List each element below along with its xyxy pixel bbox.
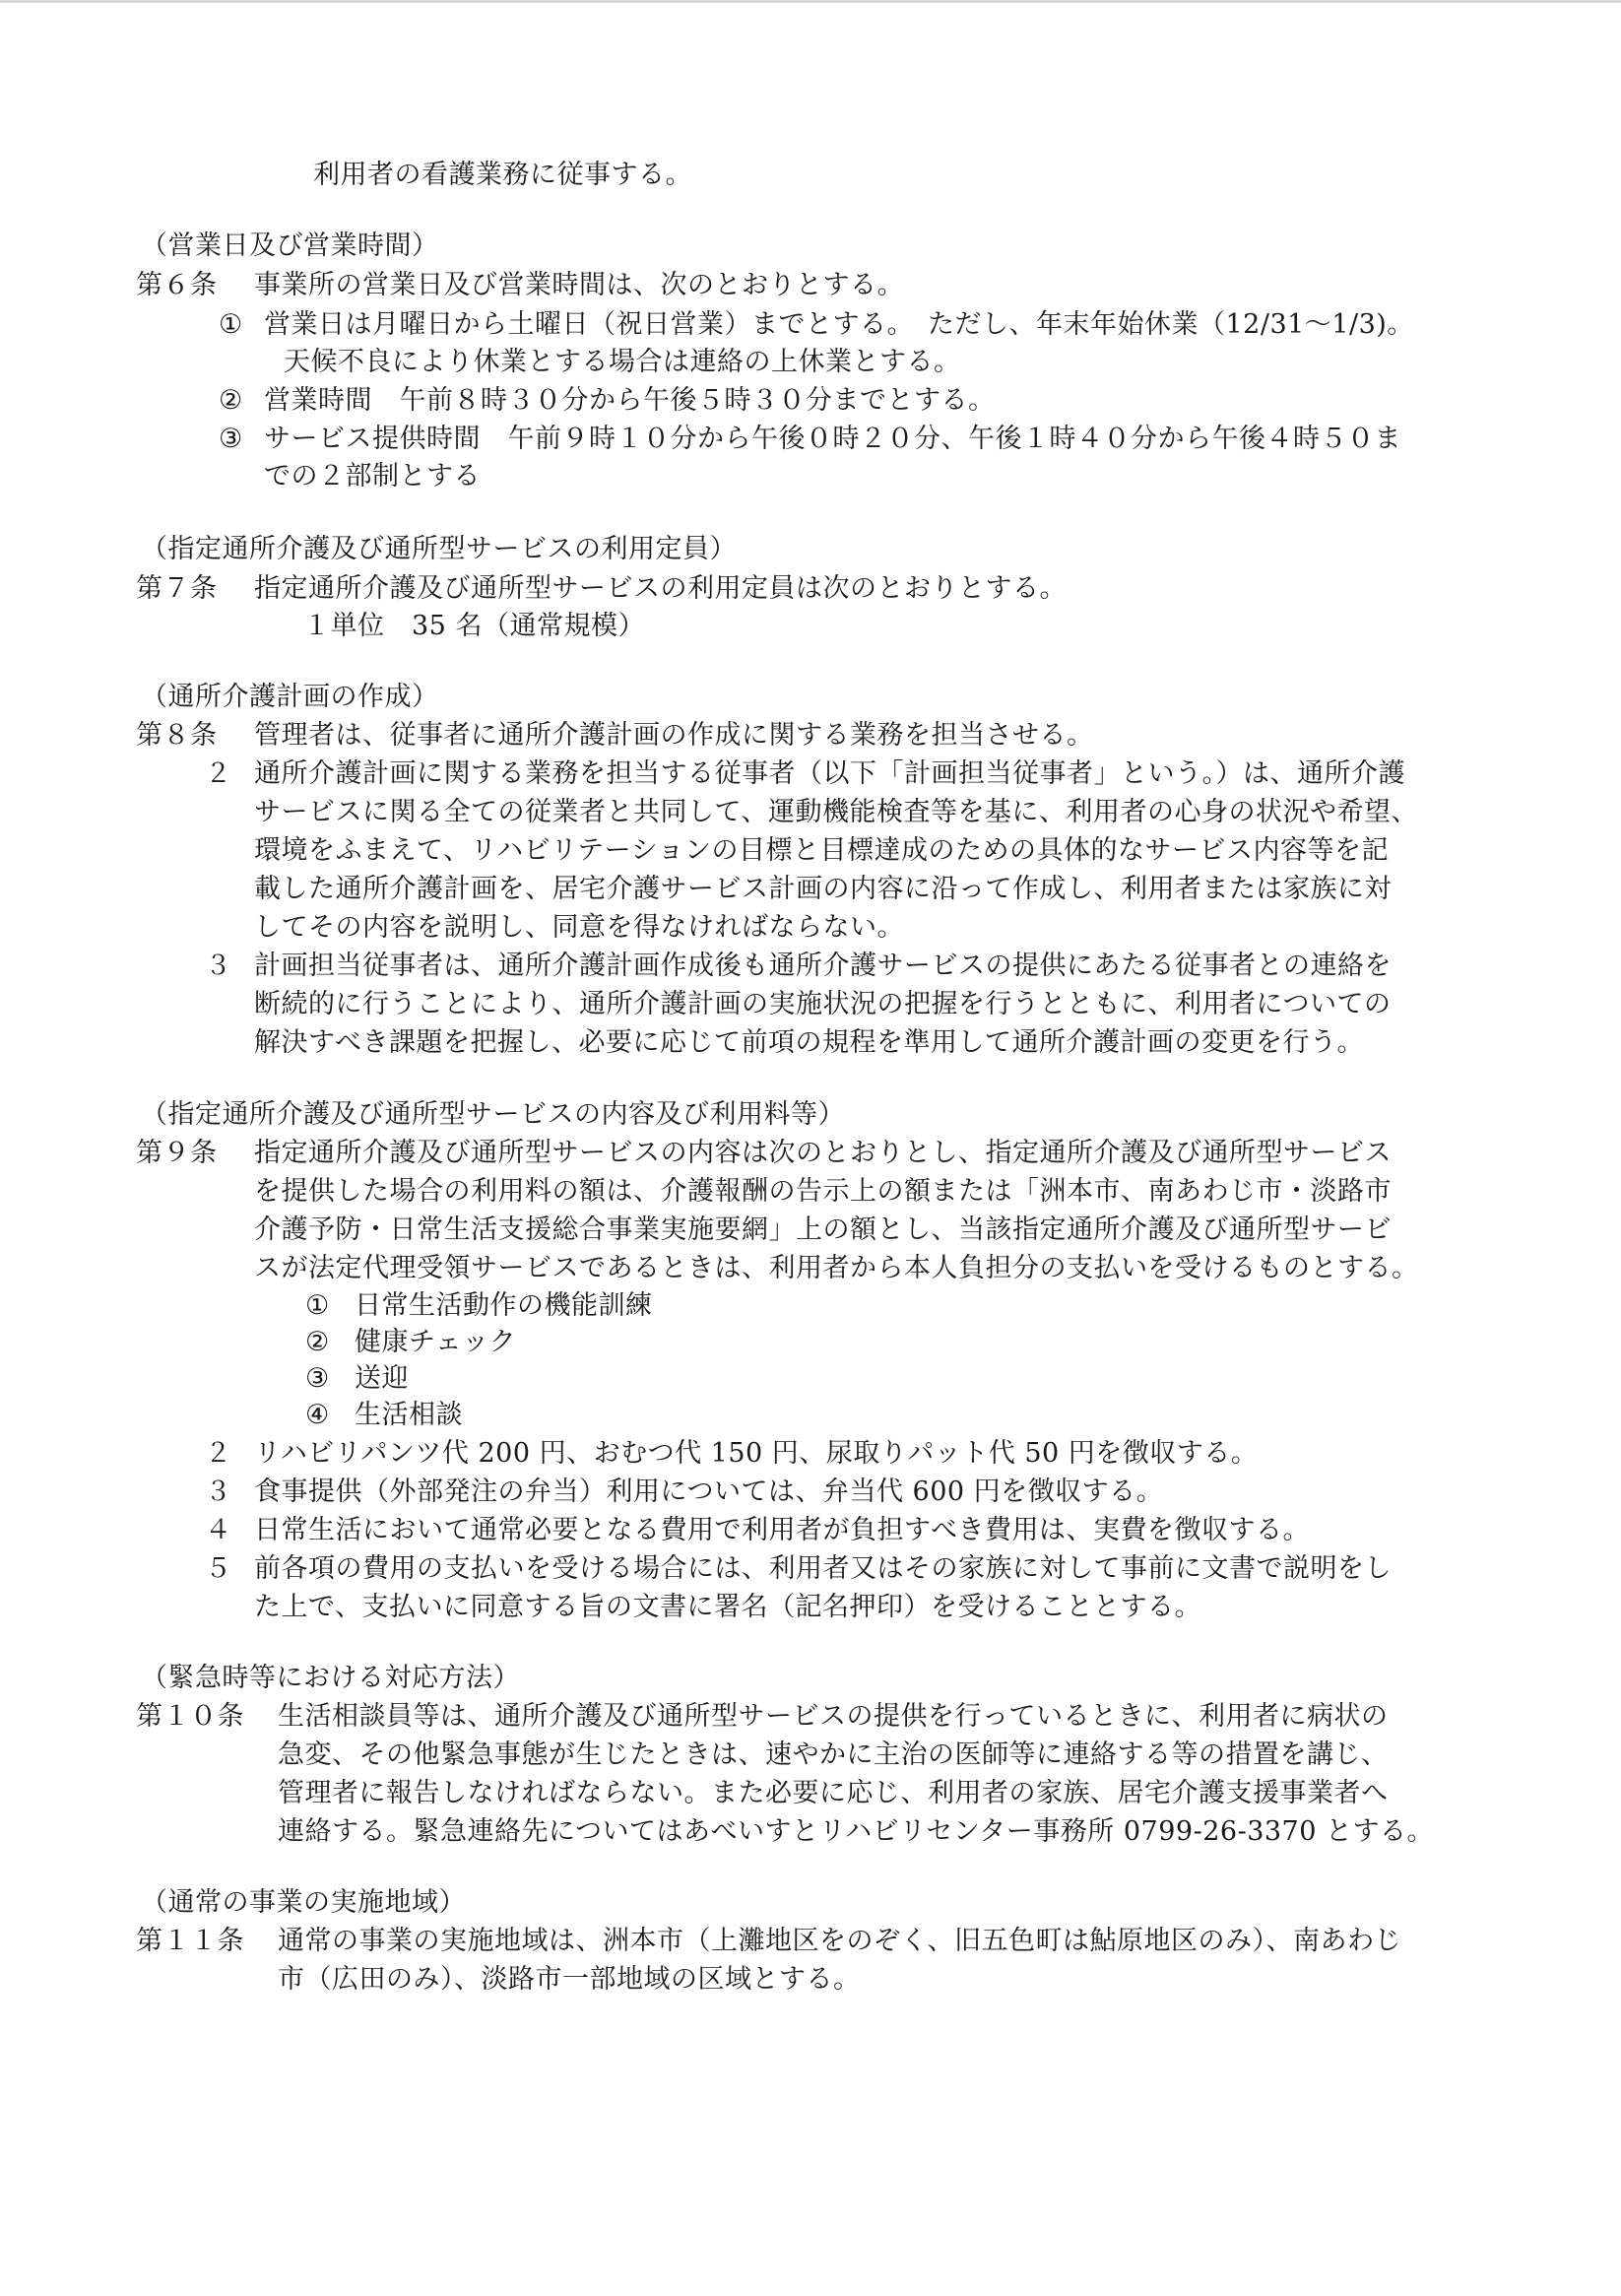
art9-item1-mark: ①: [305, 1290, 330, 1321]
art9-item3-text: 送迎: [355, 1363, 409, 1394]
art8-para2-line4: 載した通所介護計画を、居宅介護サービス計画の内容に沿って作成し、利用者または家族に対: [254, 874, 1392, 904]
art9-line1: 指定通所介護及び通所型サービスの内容は次のとおりとし、指定通所介護及び通所型サービス: [254, 1138, 1392, 1168]
art6-item2-line1: 営業時間 午前８時３０分から午後５時３０分までとする。: [264, 385, 996, 416]
art11-number: 第１１条: [136, 1926, 244, 1956]
art10-line1: 生活相談員等は、通所介護及び通所型サービスの提供を行っているときに、利用者に病状の: [278, 1701, 1389, 1732]
art9-para3-line1: 食事提供（外部発注の弁当）利用については、弁当代 600 円を徴収する。: [254, 1476, 1164, 1507]
art8-number: 第８条: [136, 720, 218, 751]
art9-line4: スが法定代理受領サービスであるときは、利用者から本人負担分の支払いを受けるものとする。: [254, 1253, 1419, 1283]
art10-line2: 急変、その他緊急事態が生じたときは、速やかに主治の医師等に連絡する等の措置を講じ、: [278, 1739, 1389, 1770]
art6-item2-mark: ②: [219, 385, 243, 416]
intro-line: 利用者の看護業務に従事する。: [313, 160, 692, 190]
art9-para3-number: ３: [205, 1476, 232, 1507]
art6-item3-line2: での２部制とする: [264, 461, 481, 492]
scan-edge: [0, 0, 1621, 3]
art8-para3-line1: 計画担当従事者は、通所介護計画作成後も通所介護サービスの提供にあたる従事者との連絡を: [254, 951, 1392, 981]
art8-text: 管理者は、従事者に通所介護計画の作成に関する業務を担当させる。: [254, 720, 1094, 751]
art9-para2-line1: リハビリパンツ代 200 円、おむつ代 150 円、尿取りパット代 50 円を徴収する。: [254, 1438, 1259, 1469]
art6-item3-mark: ③: [219, 424, 243, 454]
art9-para4-number: ４: [205, 1515, 232, 1545]
art6-item1-mark: ①: [219, 309, 243, 340]
art9-item4-mark: ④: [305, 1400, 330, 1430]
art8-para2-number: ２: [205, 758, 232, 789]
art8-para3-line2: 断続的に行うことにより、通所介護計画の実施状況の把握を行うとともに、利用者についての: [254, 989, 1392, 1019]
art10-number: 第１０条: [136, 1701, 244, 1732]
art9-item2-mark: ②: [305, 1327, 330, 1357]
art9-item4-text: 生活相談: [355, 1400, 463, 1430]
art11-line2: 市（広田のみ）、淡路市一部地域の区域とする。: [278, 1964, 861, 1995]
art9-item2-text: 健康チェック: [355, 1327, 517, 1357]
art7-sub: １単位 35 名（通常規模）: [303, 611, 645, 641]
art8-para3-line3: 解決すべき課題を把握し、必要に応じて前項の規程を準用して通所介護計画の変更を行う。: [254, 1027, 1364, 1058]
art9-para5-line2: た上で、支払いに同意する旨の文書に署名（記名押印）を受けることとする。: [254, 1592, 1201, 1622]
art8-heading: （通所介護計画の作成）: [141, 682, 439, 712]
art7-heading: （指定通所介護及び通所型サービスの利用定員）: [141, 534, 737, 564]
art9-line2: を提供した場合の利用料の額は、介護報酬の告示上の額または「洲本市、南あわじ市・淡路市: [254, 1176, 1392, 1207]
art6-number: 第６条: [136, 270, 218, 300]
art9-line3: 介護予防・日常生活支援総合事業実施要網」上の額とし、当該指定通所介護及び通所型サービ: [254, 1214, 1392, 1245]
art10-line3: 管理者に報告しなければならない。また必要に応じ、利用者の家族、居宅介護支援事業者へ: [278, 1778, 1389, 1808]
art7-text: 指定通所介護及び通所型サービスの利用定員は次のとおりとする。: [254, 573, 1067, 604]
art9-para2-number: ２: [205, 1438, 232, 1469]
art9-item3-mark: ③: [305, 1363, 330, 1394]
art6-heading: （営業日及び営業時間）: [141, 230, 439, 261]
art8-para2-line1: 通所介護計画に関する業務を担当する従事者（以下「計画担当従事者」という。）は、通所介護: [254, 758, 1405, 789]
art8-para3-number: ３: [205, 951, 232, 981]
art11-line1: 通常の事業の実施地域は、洲本市（上灘地区をのぞく、旧五色町は鮎原地区のみ）、南あわじ: [278, 1926, 1401, 1956]
art9-heading: （指定通所介護及び通所型サービスの内容及び利用料等）: [141, 1099, 845, 1130]
art9-item1-text: 日常生活動作の機能訓練: [355, 1290, 653, 1321]
art6-item1-line2: 天候不良により休業とする場合は連絡の上休業とする。: [284, 347, 961, 377]
art8-para2-line3: 環境をふまえて、リハビリテーションの目標と目標達成のための具体的なサービス内容等を記: [254, 835, 1390, 866]
art10-heading: （緊急時等における対応方法）: [141, 1663, 520, 1693]
art9-para4-line1: 日常生活において通常必要となる費用で利用者が負担すべき費用は、実費を徴収する。: [254, 1515, 1310, 1545]
art6-item3-line1: サービス提供時間 午前９時１０分から午後０時２０分、午後１時４０分から午後４時５０ま: [264, 424, 1401, 454]
art6-item1-line1: 営業日は月曜日から土曜日（祝日営業）までとする。 ただし、年末年始休業（12/31〜1/3)。: [264, 309, 1414, 340]
art9-number: 第９条: [136, 1138, 218, 1168]
art9-para5-number: ５: [205, 1553, 232, 1584]
art10-line4: 連絡する。緊急連絡先についてはあべいすとリハビリセンター事務所 0799-26-3370 とする。: [278, 1816, 1434, 1847]
art11-heading: （通常の事業の実施地域）: [141, 1887, 466, 1918]
art8-para2-line2: サービスに関る全ての従業者と共同して、運動機能検査等を基に、利用者の心身の状況や希望、: [254, 797, 1418, 827]
art8-para2-line5: してその内容を説明し、同意を得なければならない。: [254, 912, 904, 943]
art9-para5-line1: 前各項の費用の支払いを受ける場合には、利用者又はその家族に対して事前に文書で説明をし: [254, 1553, 1392, 1584]
art6-text: 事業所の営業日及び営業時間は、次のとおりとする。: [254, 270, 904, 300]
art7-number: 第７条: [136, 573, 218, 604]
